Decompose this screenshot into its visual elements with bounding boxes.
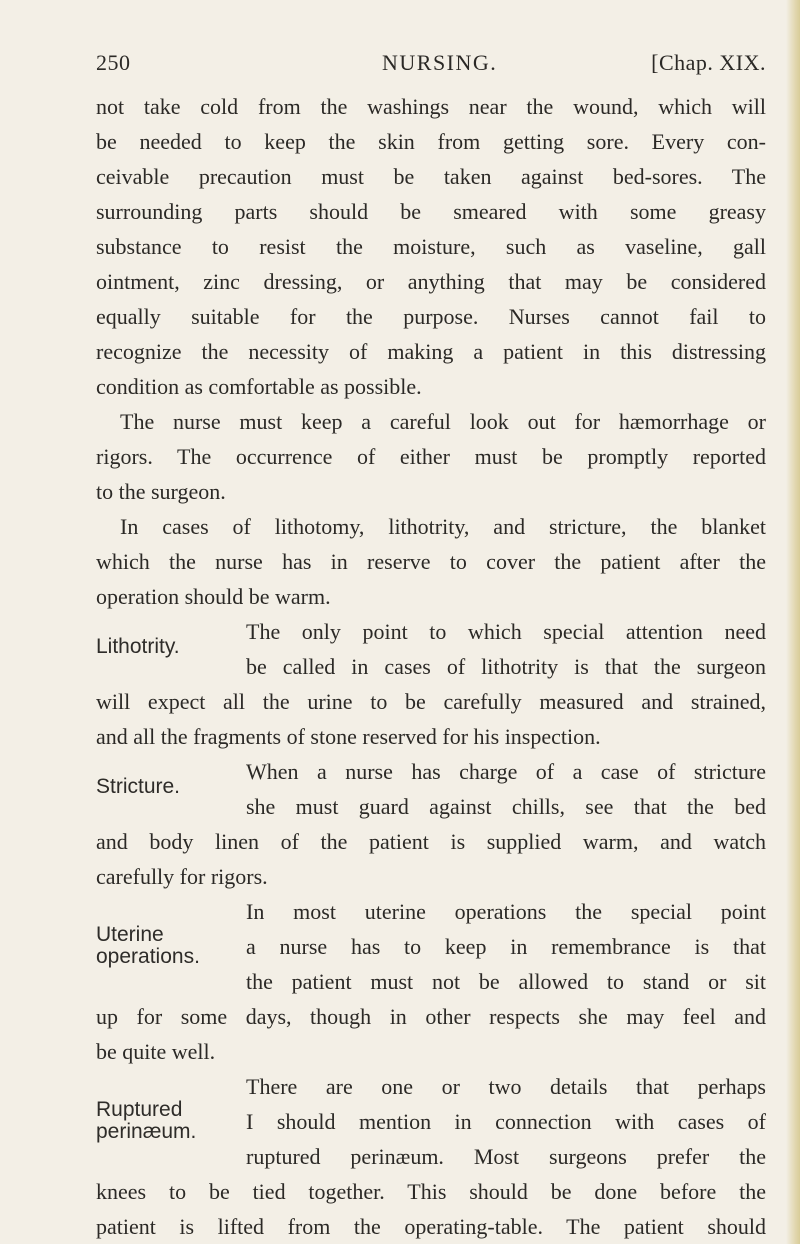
text-line: patient is lifted from the operating-table. The patient should bbox=[96, 1214, 766, 1239]
text-line: to the surgeon. bbox=[96, 479, 226, 504]
text-line: and all the fragments of stone reserved for his inspection. bbox=[96, 724, 601, 749]
text-line: a nurse has to keep in remembrance is that bbox=[246, 934, 766, 959]
text-line: substance to resist the moisture, such as vaseline, gall bbox=[96, 234, 766, 259]
text-line: condition as comfortable as possible. bbox=[96, 374, 422, 399]
text-line: rigors. The occurrence of either must be promptly reported bbox=[96, 444, 766, 469]
text-line: carefully for rigors. bbox=[96, 864, 268, 889]
text-line: surrounding parts should be smeared with some greasy bbox=[96, 199, 766, 224]
text-line: The nurse must keep a careful look out for hæmorrhage or bbox=[120, 409, 766, 434]
text-line: The only point to which special attention need bbox=[246, 619, 766, 644]
page-edge bbox=[786, 0, 800, 1244]
sidenote-perinaeum: perinæum. bbox=[96, 1120, 197, 1143]
sidenote-stricture: Stricture. bbox=[96, 775, 181, 798]
text-line: In most uterine operations the special point bbox=[246, 899, 766, 924]
text-line: equally suitable for the purpose. Nurses cannot fail to bbox=[96, 304, 766, 329]
text-line: knees to be tied together. This should be done before the bbox=[96, 1179, 766, 1204]
text-line: she must guard against chills, see that the bed bbox=[246, 794, 766, 819]
text-line: and body linen of the patient is supplied warm, and watch bbox=[96, 829, 766, 854]
text-line: There are one or two details that perhaps bbox=[246, 1074, 766, 1099]
text-line: When a nurse has charge of a case of stricture bbox=[246, 759, 766, 784]
chapter-reference: [Chap. XIX. bbox=[651, 50, 766, 75]
text-line: be called in cases of lithotrity is that the surgeon bbox=[246, 654, 766, 679]
text-line: be needed to keep the skin from getting sore. Every con- bbox=[96, 129, 766, 154]
text-line: operation should be warm. bbox=[96, 584, 331, 609]
text-line: In cases of lithotomy, lithotrity, and stricture, the blanket bbox=[120, 514, 766, 539]
running-title: NURSING. bbox=[382, 50, 498, 75]
text-line: will expect all the urine to be carefully measured and strained, bbox=[96, 689, 766, 714]
text-line: ceivable precaution must be taken against bed-sores. The bbox=[96, 164, 766, 189]
text-line: be quite well. bbox=[96, 1039, 216, 1064]
text-line: which the nurse has in reserve to cover the patient after the bbox=[96, 549, 766, 574]
text-line: I should mention in connection with cases of bbox=[246, 1109, 766, 1134]
sidenote-operations: operations. bbox=[96, 945, 200, 968]
sidenote-lithotrity: Lithotrity. bbox=[96, 635, 180, 658]
text-line: the patient must not be allowed to stand or sit bbox=[246, 969, 766, 994]
sidenote-ruptured: Ruptured bbox=[96, 1098, 183, 1121]
page-number: 250 bbox=[96, 50, 131, 75]
text-line: ointment, zinc dressing, or anything that may be considered bbox=[96, 269, 766, 294]
running-head bbox=[96, 50, 766, 80]
text-line: ruptured perinæum. Most surgeons prefer the bbox=[246, 1144, 766, 1169]
text-line: up for some days, though in other respects she may feel and bbox=[96, 1004, 766, 1029]
text-line: not take cold from the washings near the wound, which will bbox=[96, 94, 766, 119]
sidenote-uterine: Uterine bbox=[96, 923, 164, 946]
text-line: recognize the necessity of making a patient in this distressing bbox=[96, 339, 766, 364]
